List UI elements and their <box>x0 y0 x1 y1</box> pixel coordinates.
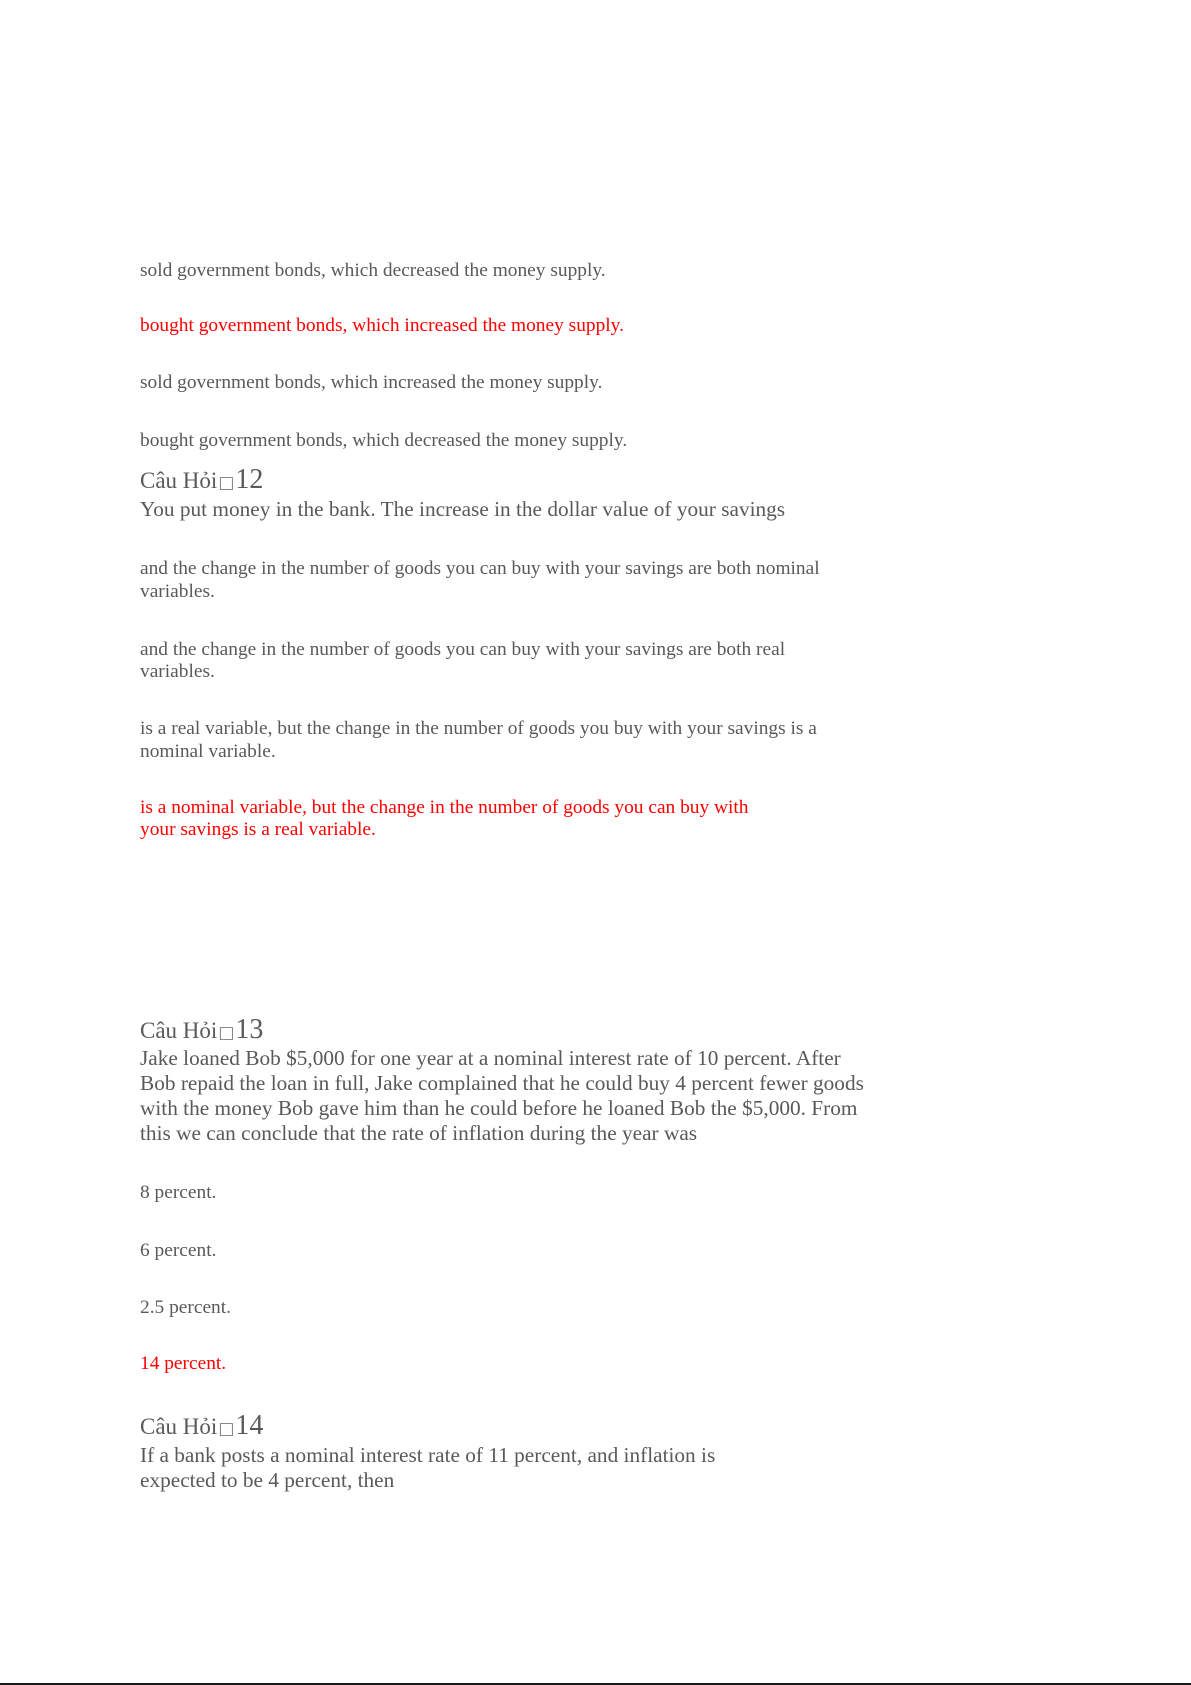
question-prompt <box>140 497 785 522</box>
answer-option <box>140 372 602 395</box>
option-line: sold government bonds, which increased the money supply. <box>140 372 603 394</box>
question-label: Câu Hỏi <box>140 1017 218 1043</box>
prompt-line: Jake loaned Bob $5,000 for one year at a nominal interest rate of 10 percent. After <box>140 1046 841 1070</box>
answer-option <box>140 558 820 603</box>
answer-option <box>140 639 785 684</box>
option-line: is a real variable, but the change in the number of goods you buy with your savings is a <box>140 718 817 740</box>
option-line: 2.5 percent. <box>140 1296 231 1318</box>
question-number: 14 <box>235 1410 264 1441</box>
option-line: variables. <box>140 661 215 683</box>
question-label: Câu Hỏi <box>140 1414 218 1439</box>
option-line: 6 percent. <box>140 1239 217 1261</box>
answer-option-highlighted <box>140 1353 226 1376</box>
option-line: is a nominal variable, but the change in the number of goods you can buy with <box>140 796 749 818</box>
answer-option <box>140 1182 216 1205</box>
answer-option-highlighted <box>140 315 624 338</box>
option-line: 14 percent. <box>140 1353 227 1375</box>
option-line: 8 percent. <box>140 1181 217 1203</box>
option-line: bought government bonds, which decreased the money supply. <box>140 430 628 452</box>
missing-glyph-box: □ <box>218 1022 235 1043</box>
question-heading <box>140 464 263 499</box>
question-label: Câu Hỏi <box>140 468 218 494</box>
option-line: variables. <box>140 580 215 602</box>
answer-option <box>140 1240 216 1263</box>
answer-option <box>140 260 606 283</box>
option-line: and the change in the number of goods you can buy with your savings are both nominal <box>140 558 820 580</box>
answer-option-highlighted <box>140 797 749 842</box>
answer-option <box>140 1297 231 1320</box>
option-line: sold government bonds, which decreased the money supply. <box>140 259 606 281</box>
option-line: nominal variable. <box>140 740 276 762</box>
option-line: your savings is a real variable. <box>140 819 376 841</box>
question-heading <box>140 1410 263 1445</box>
prompt-line: this we can conclude that the rate of inflation during the year was <box>140 1120 698 1145</box>
missing-glyph-box: □ <box>218 1419 235 1439</box>
option-line: bought government bonds, which increased the money supply. <box>140 315 624 337</box>
option-line: and the change in the number of goods you can buy with your savings are both real <box>140 638 786 660</box>
prompt-line: You put money in the bank. The increase in the dollar value of your savings <box>140 497 786 521</box>
prompt-line: Bob repaid the loan in full, Jake complained that he could buy 4 percent fewer goods <box>140 1070 864 1095</box>
prompt-line: expected to be 4 percent, then <box>140 1467 395 1492</box>
question-heading <box>140 1014 263 1049</box>
answer-option <box>140 718 817 763</box>
page-bottom-edge <box>0 1683 1191 1685</box>
question-number: 13 <box>235 1013 264 1045</box>
prompt-line: with the money Bob gave him than he could before he loaned Bob the $5,000. From <box>140 1095 858 1120</box>
prompt-line: If a bank posts a nominal interest rate of 11 percent, and inflation is <box>140 1442 716 1467</box>
answer-option <box>140 430 627 453</box>
question-prompt <box>140 1046 864 1146</box>
question-number: 12 <box>235 464 264 496</box>
question-prompt <box>140 1443 715 1493</box>
missing-glyph-box: □ <box>218 473 235 494</box>
